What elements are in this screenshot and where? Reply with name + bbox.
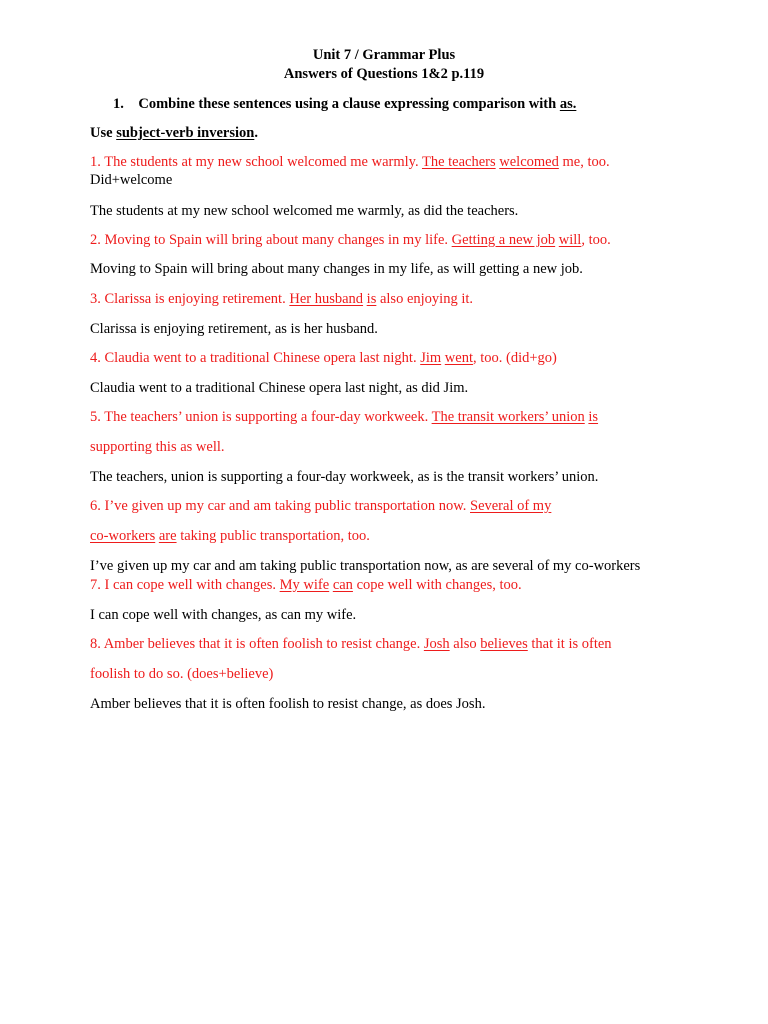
answer-3: Clarissa is enjoying retirement, as is her husband. <box>90 321 378 337</box>
underlined-subject: Several of my <box>470 498 552 514</box>
question-text: , too. (did+go) <box>472 350 557 366</box>
use-keyword: subject-verb inversion <box>116 125 255 141</box>
question-6-continued <box>90 527 370 545</box>
use-line <box>90 124 258 142</box>
underlined-verb: went <box>444 350 473 366</box>
underlined-subject: Her husband <box>289 291 364 307</box>
question-text: 1. The students at my new school welcomed me warmly. <box>90 154 422 170</box>
answer-2: Moving to Spain will bring about many changes in my life, as will getting a new job. <box>90 261 583 277</box>
underlined-subject: The transit workers’ union <box>431 409 585 425</box>
underlined-verb: are <box>158 528 177 544</box>
question-text: 7. I can cope well with changes. <box>90 577 280 593</box>
question-text: cope well with changes, too. <box>352 577 522 593</box>
question-text: also enjoying it. <box>376 291 474 307</box>
underlined-subject: co-workers <box>90 528 156 544</box>
question-5-continued: supporting this as well. <box>90 439 225 455</box>
question-1 <box>90 153 610 171</box>
question-6 <box>90 497 551 515</box>
underlined-verb: will <box>558 232 582 248</box>
question-text: me, too. <box>558 154 610 170</box>
note-1: Did+welcome <box>90 172 173 188</box>
underlined-verb: is <box>366 291 377 307</box>
underlined-verb: can <box>332 577 353 593</box>
underlined-verb: welcomed <box>499 154 559 170</box>
question-text: 3. Clarissa is enjoying retirement. <box>90 291 290 307</box>
answer-1: The students at my new school welcomed me warmly, as did the teachers. <box>90 203 519 219</box>
underlined-subject: The teachers <box>421 154 496 170</box>
question-5 <box>90 408 598 426</box>
question-text: 6. I’ve given up my car and am taking public transportation now. <box>90 498 470 514</box>
instruction-text: Combine these sentences using a clause expressing comparison with <box>138 96 560 112</box>
use-suffix: . <box>254 125 258 141</box>
question-text: taking public transportation, too. <box>176 528 370 544</box>
question-text: 8. Amber believes that it is often foolish to resist change. <box>90 636 424 652</box>
answer-7: I can cope well with changes, as can my wife. <box>90 607 357 623</box>
instruction-number: 1. <box>113 96 124 112</box>
question-7 <box>90 576 522 594</box>
underlined-subject: Josh <box>423 636 450 652</box>
answer-8: Amber believes that it is often foolish to resist change, as does Josh. <box>90 696 486 712</box>
question-4 <box>90 349 557 367</box>
question-text: also <box>449 636 481 652</box>
use-prefix: Use <box>90 125 117 141</box>
question-text: 5. The teachers’ union is supporting a four-day workweek. <box>90 409 432 425</box>
question-text: , too. <box>581 232 611 248</box>
question-2 <box>90 231 611 249</box>
underlined-verb: believes <box>480 636 528 652</box>
underlined-subject: Jim <box>420 350 442 366</box>
underlined-subject: Getting a new job <box>451 232 556 248</box>
answer-6: I’ve given up my car and am taking public transportation now, as are several of my co-workers <box>90 558 641 574</box>
question-text: 2. Moving to Spain will bring about many changes in my life. <box>90 232 452 248</box>
answer-4: Claudia went to a traditional Chinese opera last night, as did Jim. <box>90 380 469 396</box>
question-8-continued: foolish to do so. (does+believe) <box>90 666 274 682</box>
question-text: 4. Claudia went to a traditional Chinese opera last night. <box>90 350 421 366</box>
page-subtitle: Answers of Questions 1&2 p.119 <box>283 66 485 82</box>
instruction-line <box>113 95 576 113</box>
question-3 <box>90 290 473 308</box>
instruction-keyword: as. <box>559 96 577 112</box>
underlined-verb: is <box>588 409 599 425</box>
question-8 <box>90 635 612 653</box>
underlined-subject: My wife <box>279 577 330 593</box>
page-title: Unit 7 / Grammar Plus <box>312 47 456 63</box>
answer-5: The teachers, union is supporting a four-day workweek, as is the transit workers’ union. <box>90 469 599 485</box>
question-text: that it is often <box>527 636 612 652</box>
